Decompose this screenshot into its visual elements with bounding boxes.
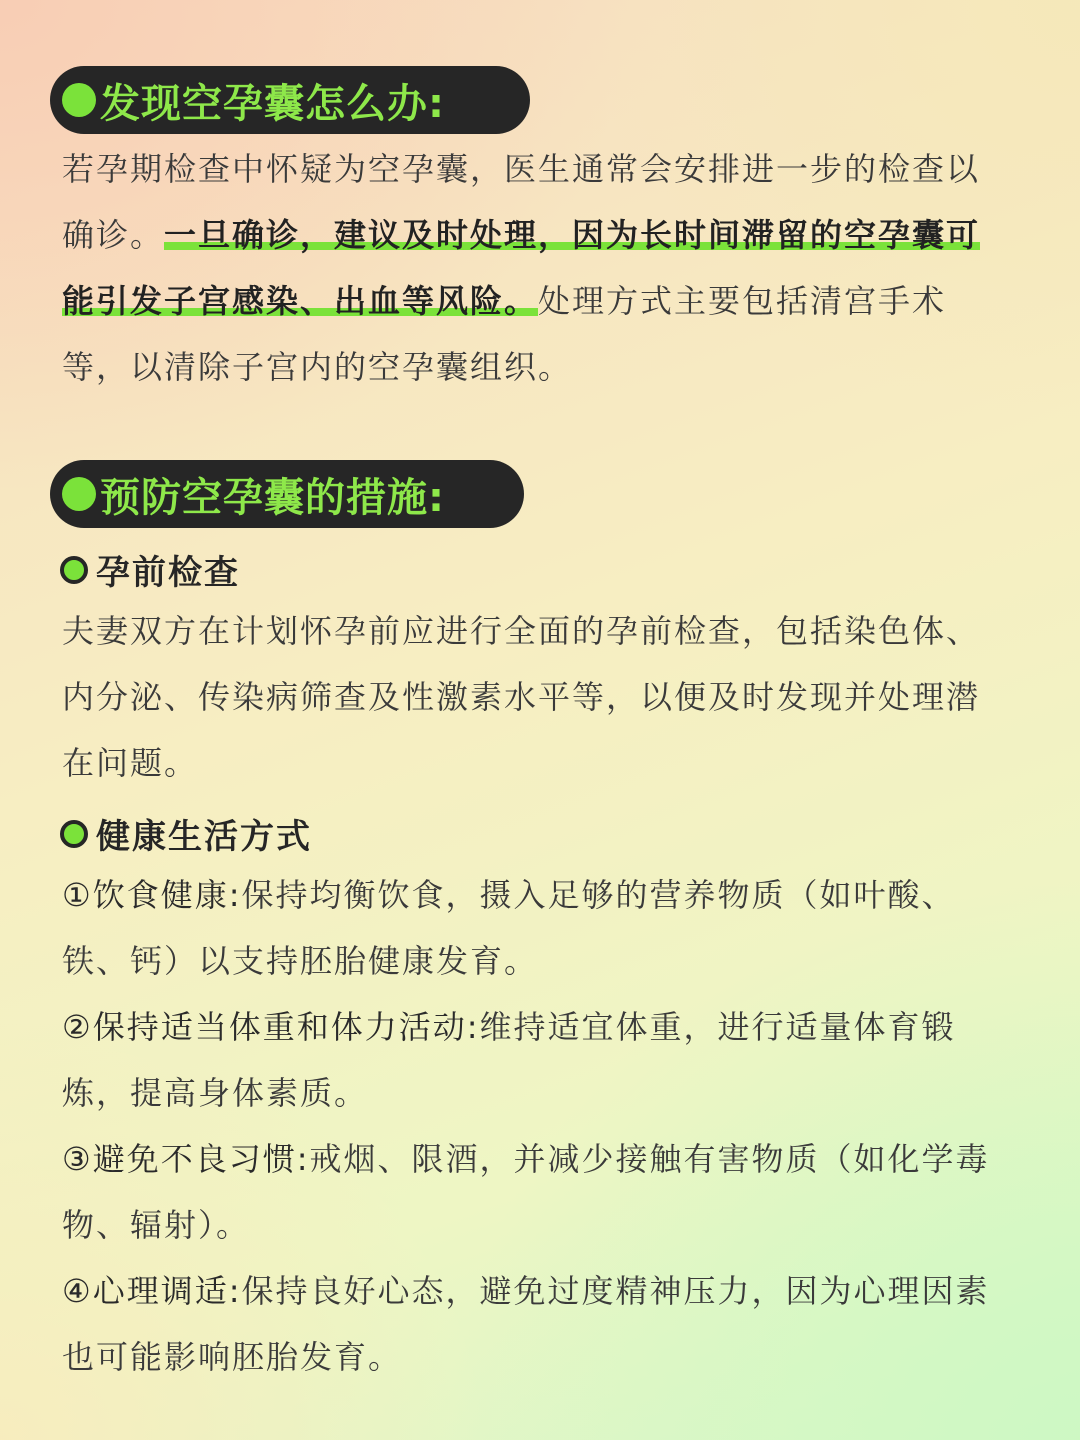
list-item-text: 保持均衡饮食，摄入足够的营养物质（如叶酸、铁、钙）以支持胚胎健康发育。 xyxy=(62,876,956,980)
list-item-lead: ④心理调适: xyxy=(62,1272,242,1310)
section-heading-handling xyxy=(50,66,530,134)
paragraph-text: 若孕期检查中怀疑为空孕囊，医生通常会安排进一步的检查以确诊。 xyxy=(62,150,981,254)
list-item-lead: ①饮食健康: xyxy=(62,876,242,914)
circle-bullet-icon xyxy=(60,556,88,584)
circle-bullet-icon xyxy=(60,820,88,848)
subheading-title: 孕前检查 xyxy=(96,553,240,593)
paragraph-handling xyxy=(62,136,992,400)
paragraph-text: 处理方式主要包括清宫手术等，以清除子宫内的空孕囊组织。 xyxy=(62,282,947,386)
subheading-preconception-check xyxy=(60,545,240,594)
subheading-healthy-lifestyle xyxy=(60,809,312,858)
list-item-diet xyxy=(62,862,992,994)
list-item-text: 维持适宜体重，进行适量体育锻炼，提高身体素质。 xyxy=(62,1008,956,1112)
list-item-lead: ②保持适当体重和体力活动: xyxy=(62,1008,480,1046)
list-item-psychology xyxy=(62,1258,992,1390)
section-heading-prevention xyxy=(50,460,524,528)
bullet-dot-icon xyxy=(62,477,96,511)
bullet-dot-icon xyxy=(62,83,96,117)
paragraph-preconception-check: 夫妻双方在计划怀孕前应进行全面的孕前检查，包括染色体、内分泌、传染病筛查及性激素水平等，以便及时发现并处理潜在问题。 xyxy=(62,612,981,782)
highlighted-text: 一旦确诊，建议及时处理，因为长时间滞留的空孕囊可能引发子宫感染、出血等风险。 xyxy=(62,216,981,320)
section-title: 预防空孕囊的措施: xyxy=(100,474,445,521)
list-item-habits xyxy=(62,1126,992,1258)
list-item-text: 保持良好心态，避免过度精神压力，因为心理因素也可能影响胚胎发育。 xyxy=(62,1272,990,1376)
list-item-weight-activity xyxy=(62,994,992,1126)
list-item-lead: ③避免不良习惯: xyxy=(62,1140,310,1178)
list-item-text: 戒烟、限酒，并减少接触有害物质（如化学毒物、辐射）。 xyxy=(62,1140,990,1244)
subheading-title: 健康生活方式 xyxy=(96,817,312,857)
section-title: 发现空孕囊怎么办: xyxy=(100,80,445,127)
